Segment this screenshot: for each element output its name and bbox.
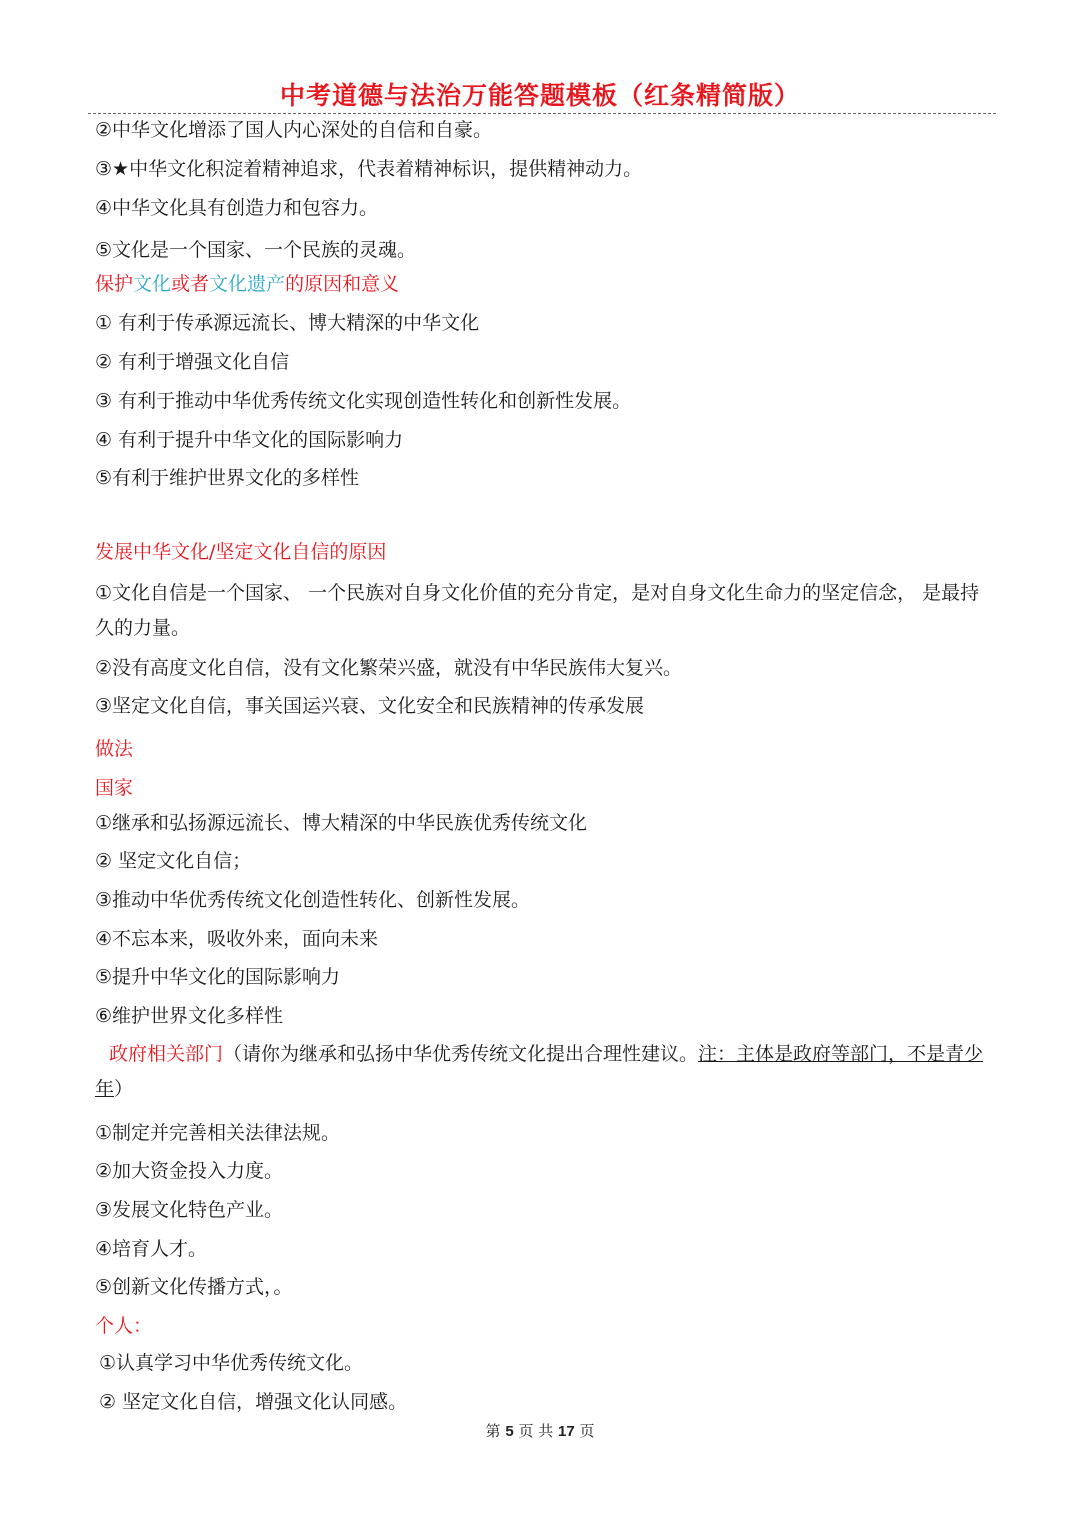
list-item: ③ 有利于推动中华优秀传统文化实现创造性转化和创新性发展。: [95, 390, 632, 412]
heading-part: 文化遗产: [209, 273, 286, 295]
gov-note-lead: （请你为继承和弘扬中华优秀传统文化提出合理性建议。: [223, 1043, 699, 1065]
paragraph-item: ①文化自信是一个国家、 一个民族对自身文化价值的充分肯定，是对自身文化生命力的坚定信念， 是最持久的力量。: [95, 582, 980, 639]
header-divider: [88, 113, 996, 114]
list-item: ⑤提升中华文化的国际影响力: [95, 966, 341, 988]
page-title: 中考道德与法治万能答题模板（红条精简版）: [279, 81, 800, 110]
list-item: ③发展文化特色产业。: [95, 1199, 284, 1221]
gov-paragraph: [95, 1037, 990, 1107]
subheading-personal: 个人：: [95, 1315, 153, 1337]
list-item: ② 有利于增强文化自信: [95, 351, 290, 373]
list-item: ②没有高度文化自信，没有文化繁荣兴盛，就没有中华民族伟大复兴。: [95, 657, 683, 679]
list-item: ①继承和弘扬源远流长、博大精深的中华民族优秀传统文化: [95, 812, 588, 834]
subheading-gov: 政府相关部门: [109, 1043, 224, 1065]
page-number: 5: [505, 1423, 514, 1440]
footer-suffix: 页: [579, 1422, 595, 1440]
heading-part: 文化: [133, 273, 172, 295]
heading-part: 保护: [95, 273, 134, 295]
list-item: ⑤创新文化传播方式，。: [95, 1276, 293, 1298]
footer-prefix: 第: [485, 1422, 501, 1440]
list-item: ⑥维护世界文化多样性: [95, 1005, 284, 1027]
gov-note-underlined: 注：主体是政府等部门，不是青少年: [95, 1043, 984, 1100]
list-item: ①制定并完善相关法律法规。: [95, 1122, 341, 1144]
footer-middle: 页 共: [518, 1422, 554, 1440]
list-item: ①认真学习中华优秀传统文化。: [99, 1352, 364, 1374]
section-heading-protect: [95, 272, 399, 296]
list-item: ④不忘本来，吸收外来，面向未来: [95, 928, 379, 950]
page-total: 17: [558, 1423, 575, 1440]
list-item: ③★中华文化积淀着精神追求，代表着精神标识，提供精神动力。: [95, 158, 643, 180]
subheading-state: 国家: [95, 777, 134, 799]
list-item: ②中华文化增添了国人内心深处的自信和自豪。: [95, 119, 493, 141]
list-item: ④培育人才。: [95, 1238, 208, 1260]
list-item: ②加大资金投入力度。: [95, 1160, 284, 1182]
list-item: ② 坚定文化自信；: [95, 850, 252, 872]
heading-part: 或者: [171, 273, 210, 295]
list-item: ⑤有利于维护世界文化的多样性: [95, 467, 360, 489]
list-item: ① 有利于传承源远流长、博大精深的中华文化: [95, 312, 480, 334]
heading-part: 的原因和意义: [285, 273, 400, 295]
list-item: ④中华文化具有创造力和包容力。: [95, 197, 379, 219]
list-item: ⑤文化是一个国家、一个民族的灵魂。: [95, 239, 417, 261]
section-heading-develop: 发展中华文化/坚定文化自信的原因: [95, 541, 387, 563]
list-item: ② 坚定文化自信，增强文化认同感。: [99, 1391, 408, 1413]
list-item: ④ 有利于提升中华文化的国际影响力: [95, 429, 404, 451]
gov-note-end: ）: [114, 1078, 134, 1100]
section-heading-methods: 做法: [95, 738, 134, 760]
page-footer: [0, 1420, 1080, 1441]
list-item: ③推动中华优秀传统文化创造性转化、创新性发展。: [95, 889, 531, 911]
list-item: ③坚定文化自信，事关国运兴衰、文化安全和民族精神的传承发展: [95, 695, 645, 717]
